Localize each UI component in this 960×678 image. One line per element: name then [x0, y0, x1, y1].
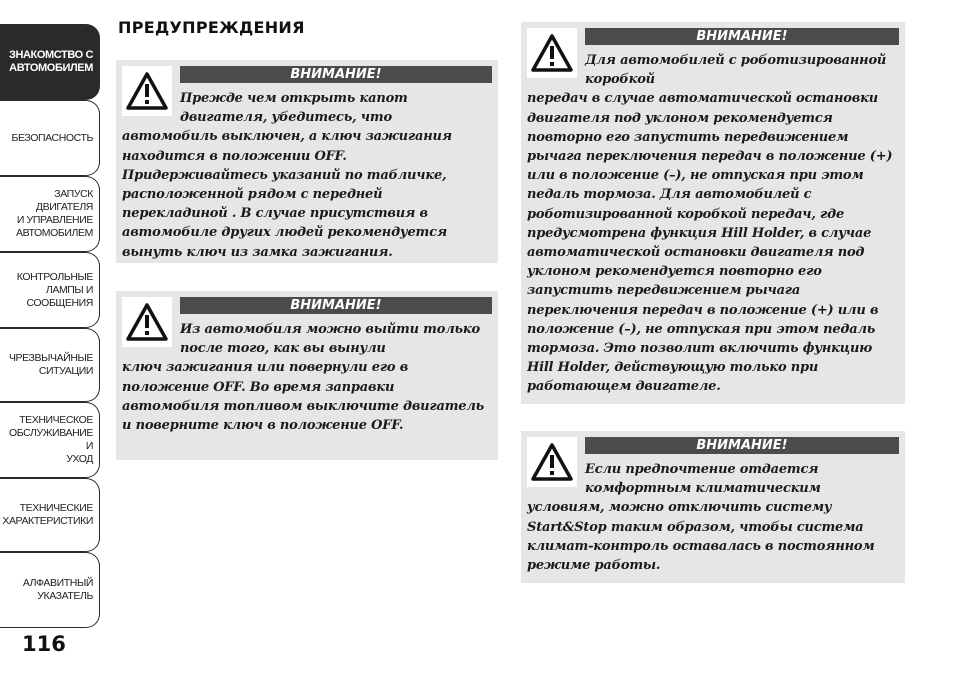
- warning-body: автомобиль выключен, а ключ зажигания находится в положении OFF. Придерживайтесь указаний по табличке, расположенной рядом с передней перекладиной . В случае присутствия в автомобиле других людей рекомендуется вынуть ключ из замка зажигания.: [122, 129, 452, 260]
- warning-triangle-icon: [122, 297, 172, 347]
- warning-text: [122, 320, 492, 435]
- warning-lead: Из автомобиля можно выйти только после того, как вы вынули: [180, 322, 480, 357]
- warning-header: ВНИМАНИЕ!: [180, 66, 492, 83]
- tab-label: ТЕХНИЧЕСКИЕ ХАРАКТЕРИСТИКИ: [2, 502, 93, 527]
- tab-harakteristiki[interactable]: [0, 478, 100, 552]
- warning-triangle-icon: [527, 437, 577, 487]
- tab-ukazatel[interactable]: [0, 552, 100, 628]
- warning-triangle-icon: [527, 28, 577, 78]
- tab-zapusk[interactable]: [0, 176, 100, 252]
- warning-header: ВНИМАНИЕ!: [180, 297, 492, 314]
- warning-triangle-icon: [122, 66, 172, 116]
- page-number: 116: [22, 632, 66, 656]
- tab-label: КОНТРОЛЬНЫЕ ЛАМПЫ И СООБЩЕНИЯ: [16, 270, 93, 309]
- chapter-sidebar: [0, 0, 100, 678]
- warning-text: [122, 89, 492, 262]
- tab-label: ЗАПУСК ДВИГАТЕЛЯ И УПРАВЛЕНИЕ АВТОМОБИЛЕМ: [15, 188, 93, 239]
- tab-bezopasnost[interactable]: [0, 100, 100, 176]
- tab-label: АЛФАВИТНЫЙ УКАЗАТЕЛЬ: [22, 577, 93, 602]
- warning-lead: Если предпочтение отдается комфортным климатическим: [585, 462, 821, 497]
- warning-lead: Прежде чем открыть капот двигателя, убедитесь, что: [180, 91, 408, 126]
- warning-box-hood: [116, 60, 498, 263]
- warning-box-hill-holder: [521, 22, 905, 404]
- tab-label: ТЕХНИЧЕСКОЕ ОБСЛУЖИВАНИЕ И УХОД: [9, 414, 93, 465]
- section-title: ПРЕДУПРЕЖДЕНИЯ: [118, 18, 305, 37]
- tab-label: БЕЗОПАСНОСТЬ: [11, 131, 93, 144]
- warning-text: [527, 51, 899, 397]
- warning-box-exit: [116, 291, 498, 460]
- warning-text: [527, 460, 899, 575]
- warning-body: условиям, можно отключить систему Start&Stop таким образом, чтобы система климат-контроль оставалась в постоянном режиме работы.: [527, 500, 875, 574]
- warning-box-start-stop: [521, 431, 905, 583]
- tab-obsluzhivanie[interactable]: [0, 402, 100, 478]
- warning-header: ВНИМАНИЕ!: [585, 437, 899, 454]
- tab-chrezvychaynye[interactable]: [0, 328, 100, 402]
- tab-kontrolnye[interactable]: [0, 252, 100, 328]
- tab-label: ЗНАКОМСТВО С АВТОМОБИЛЕМ: [8, 49, 93, 74]
- tab-znakomstvo[interactable]: [0, 24, 100, 100]
- warning-lead: Для автомобилей с роботизированной коробкой: [585, 53, 887, 88]
- warning-body: ключ зажигания или повернули его в положение OFF. Во время заправки автомобиля топливом выключите двигатель и поверните ключ в положение OFF.: [122, 360, 485, 434]
- warning-body: передач в случае автоматической остановки двигателя под уклоном рекомендуется повторно его запустить передвижением рычага переключения передач в положение (+) или в положение (–), не отпуская при этом педаль тормоза. Для автомобилей с роботизированной коробкой передач, где предусмотрена функция Hill Holder, в случае автоматической остановки двигателя под уклоном рекомендуется повторно его запустить передвижением рычага переключения передач в положение (+) или в положение (–), не отпуская при этом педаль тормоза. Это позволит включить функцию Hill Holder, действующую только при работающем двигателе.: [527, 91, 893, 395]
- tab-label: ЧРЕЗВЫЧАЙНЫЕ СИТУАЦИИ: [8, 352, 93, 377]
- warning-header: ВНИМАНИЕ!: [585, 28, 899, 45]
